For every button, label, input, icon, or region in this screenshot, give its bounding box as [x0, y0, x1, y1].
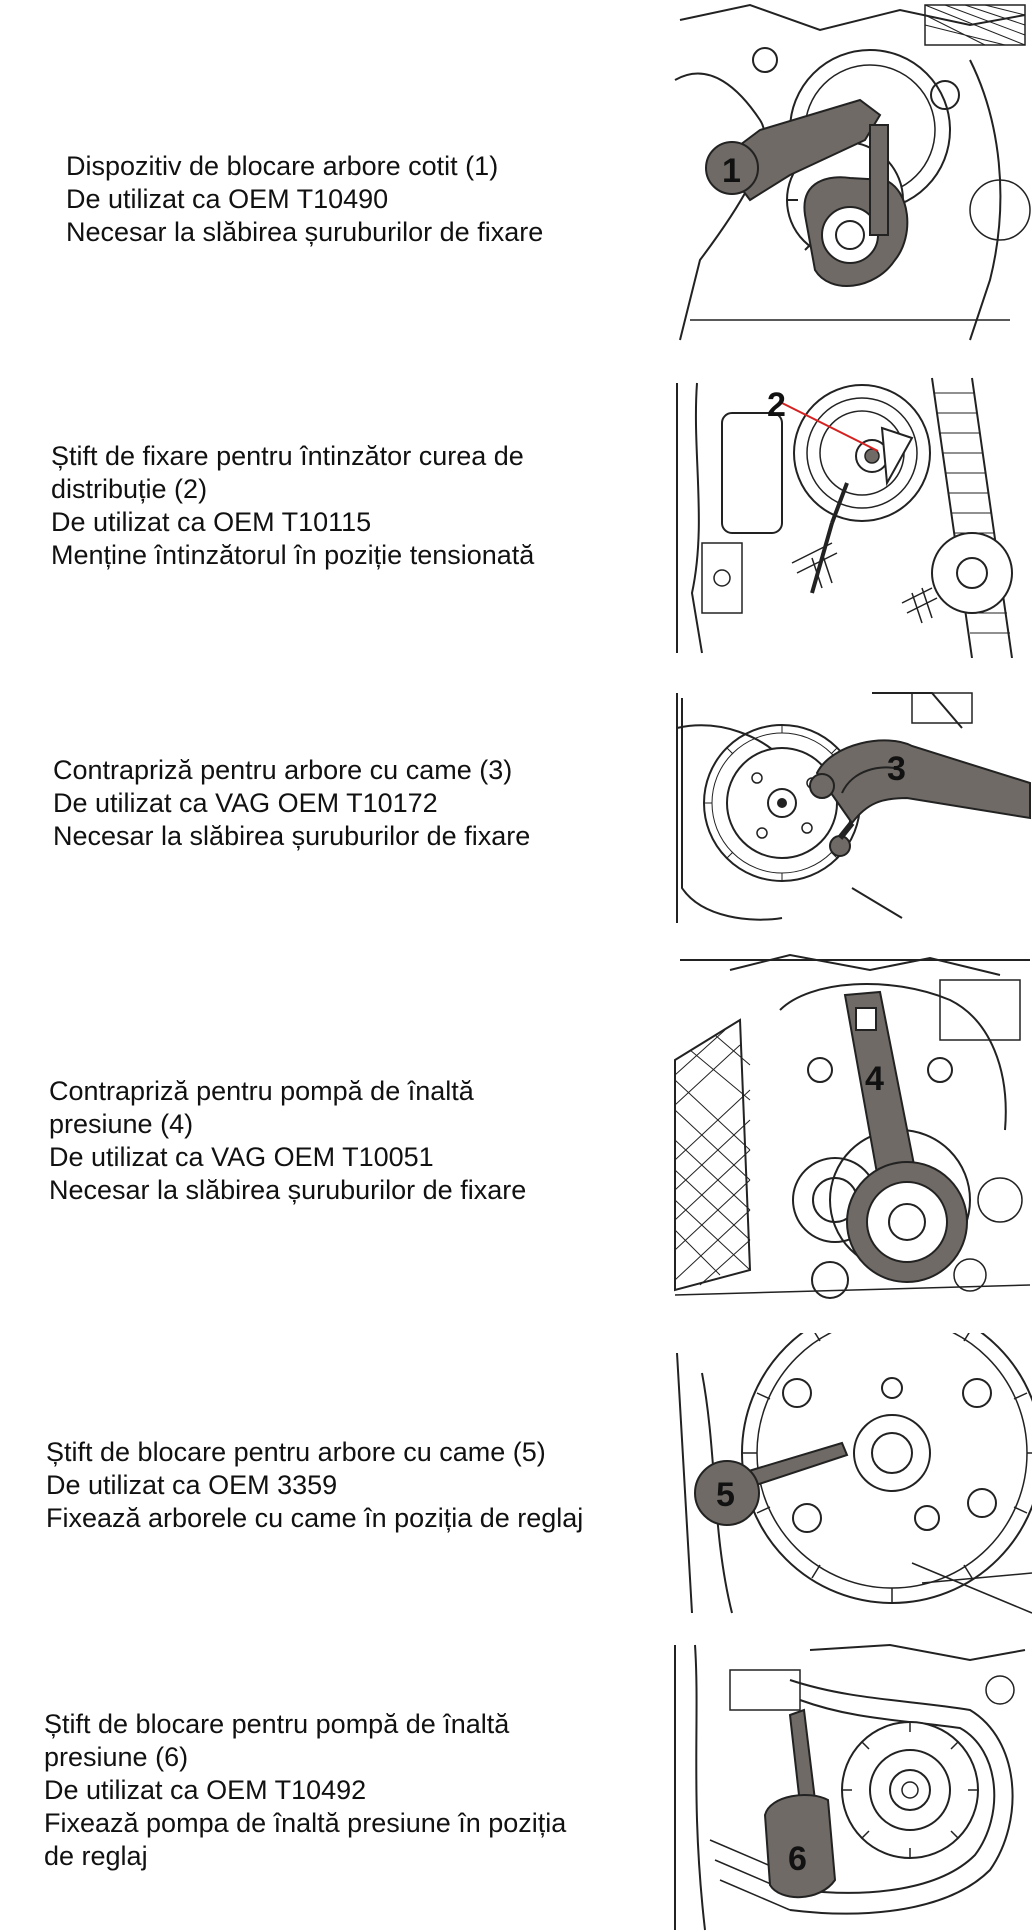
item-6-line-3: De utilizat ca OEM T10492	[44, 1775, 367, 1805]
item-5-description	[46, 1436, 583, 1535]
item-3-line-1: Contrapriză pentru arbore cu came (3)	[53, 755, 513, 785]
crankshaft-lock-illustration	[670, 0, 1032, 345]
item-5-line-2: De utilizat ca OEM 3359	[46, 1470, 338, 1500]
pump-counterhold-illustration	[670, 950, 1032, 1300]
camshaft-counterhold-illustration	[672, 688, 1032, 928]
item-2-line-2: distribuție (2)	[51, 474, 208, 504]
item-4-line-4: Necesar la slăbirea șuruburilor de fixare	[49, 1175, 527, 1205]
item-1-description	[66, 150, 543, 249]
item-4-illustration	[670, 950, 1032, 1300]
item-4-line-1: Contrapriză pentru pompă de înaltă	[49, 1076, 474, 1106]
item-2-badge: 2	[767, 386, 786, 424]
item-1-line-3: Necesar la slăbirea șuruburilor de fixare	[66, 217, 544, 247]
item-1-line-2: De utilizat ca OEM T10490	[66, 184, 389, 214]
item-5-line-1: Știft de blocare pentru arbore cu came (5)	[46, 1437, 546, 1467]
item-1-badge: 1	[722, 152, 741, 190]
item-6-illustration	[670, 1640, 1032, 1932]
item-6-line-5: de reglaj	[44, 1841, 148, 1871]
item-6-line-2: presiune (6)	[44, 1742, 189, 1772]
camshaft-pin-illustration	[672, 1333, 1032, 1623]
item-4-line-3: De utilizat ca VAG OEM T10051	[49, 1142, 434, 1172]
item-3-description	[53, 754, 530, 853]
item-2-line-3: De utilizat ca OEM T10115	[51, 507, 372, 537]
tensioner-pin-illustration	[672, 373, 1032, 658]
item-6-badge: 6	[788, 1840, 807, 1878]
item-2-description	[51, 440, 534, 572]
item-2-line-4: Menține întinzătorul în poziție tensionată	[51, 540, 535, 570]
item-5-illustration	[672, 1333, 1032, 1623]
item-3-illustration	[672, 688, 1032, 928]
item-3-badge: 3	[887, 750, 906, 788]
item-1-line-1: Dispozitiv de blocare arbore cotit (1)	[66, 151, 499, 181]
item-1-illustration	[670, 0, 1032, 345]
item-6-line-1: Știft de blocare pentru pompă de înaltă	[44, 1709, 510, 1739]
item-2-line-1: Știft de fixare pentru întinzător curea de	[51, 441, 524, 471]
pump-pin-illustration	[670, 1640, 1032, 1932]
item-5-line-3: Fixează arborele cu came în poziția de reglaj	[46, 1503, 584, 1533]
item-4-line-2: presiune (4)	[49, 1109, 194, 1139]
item-4-badge: 4	[865, 1060, 884, 1098]
item-3-line-2: De utilizat ca VAG OEM T10172	[53, 788, 438, 818]
item-6-description	[44, 1708, 566, 1873]
item-6-line-4: Fixează pompa de înaltă presiune în poziția	[44, 1808, 567, 1838]
item-4-description	[49, 1075, 526, 1207]
item-2-illustration	[672, 373, 1032, 658]
item-5-badge: 5	[716, 1476, 735, 1514]
item-3-line-3: Necesar la slăbirea șuruburilor de fixare	[53, 821, 531, 851]
